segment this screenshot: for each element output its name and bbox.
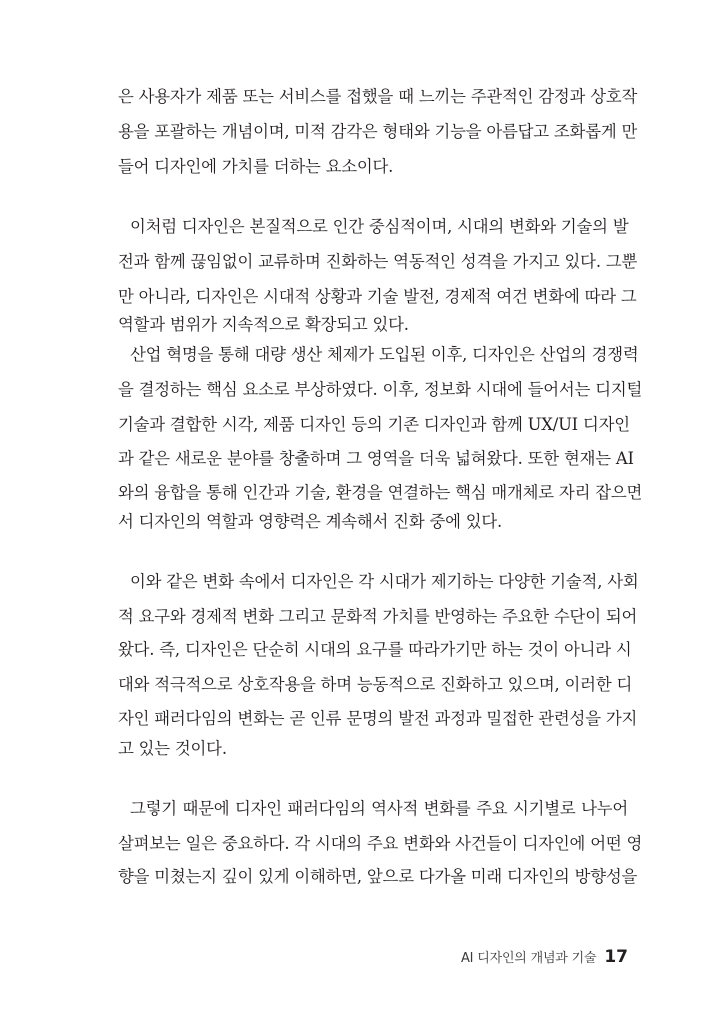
body-text-line: 과 같은 새로운 분야를 창출하며 그 영역을 더욱 넓혀왔다. 또한 현재는 AI xyxy=(118,449,634,468)
body-text-line: 용을 포괄하는 개념이며, 미적 감각은 형태와 기능을 아름답고 조화롭게 만 xyxy=(118,122,638,141)
body-text-line: 적 요구와 경제적 변화 그리고 문화적 가치를 반영하는 주요한 수단이 되어 xyxy=(118,607,638,626)
body-text-line: 기술과 결합한 시각, 제품 디자인 등의 기존 디자인과 함께 UX/UI 디자인 xyxy=(118,415,630,434)
body-text-line: 살펴보는 일은 중요하다. 각 시대의 주요 변화와 사건들이 디자인에 어떤 영 xyxy=(118,834,643,853)
body-text-line: 을 결정하는 핵심 요소로 부상하였다. 이후, 정보화 시대에 들어서는 디지털 xyxy=(118,380,643,399)
body-text-line: 와의 융합을 통해 인간과 기술, 환경을 연결하는 핵심 매개체로 자리 잡으면 xyxy=(118,483,643,502)
body-text-line: 서 디자인의 역할과 영향력은 계속해서 진화 중에 있다. xyxy=(118,512,503,531)
body-text-line: 향을 미쳤는지 깊이 있게 이해하면, 앞으로 다가올 미래 디자인의 방향성을 xyxy=(118,867,638,886)
running-title: AI 디자인의 개념과 기술 xyxy=(460,951,597,966)
body-text-line: 그렇기 때문에 디자인 패러다임의 역사적 변화를 주요 시기별로 나누어 xyxy=(130,799,628,818)
body-text-line: 고 있는 것이다. xyxy=(118,739,227,758)
page-number: 17 xyxy=(604,947,628,967)
body-text-line: 이처럼 디자인은 본질적으로 인간 중심적이며, 시대의 변화와 기술의 발 xyxy=(130,217,629,236)
page-footer xyxy=(461,942,628,972)
body-text-line: 이와 같은 변화 속에서 디자인은 각 시대가 제기하는 다양한 기술적, 사회 xyxy=(130,572,639,591)
body-text-line: 역할과 범위가 지속적으로 확장되고 있다. xyxy=(118,315,409,334)
body-text-line: 대와 적극적으로 상호작용을 하며 능동적으로 진화하고 있으며, 이러한 디 xyxy=(118,675,633,694)
body-text-line: 왔다. 즉, 디자인은 단순히 시대의 요구를 따라가기만 하는 것이 아니라 시 xyxy=(118,640,632,659)
body-text-line: 전과 함께 끊임없이 교류하며 진화하는 역동적인 성격을 가지고 있다. 그뿐 xyxy=(118,252,638,271)
body-text-line: 산업 혁명을 통해 대량 생산 체제가 도입된 이후, 디자인은 산업의 경쟁력 xyxy=(130,345,639,364)
body-text-line: 은 사용자가 제품 또는 서비스를 접했을 때 느끼는 주관적인 감정과 상호작 xyxy=(118,87,638,106)
body-text-line: 들어 디자인에 가치를 더하는 요소이다. xyxy=(118,157,394,176)
body-text-line: 만 아니라, 디자인은 시대적 상황과 기술 발전, 경제적 여건 변화에 따라 그 xyxy=(118,287,637,306)
body-text-line: 자인 패러다임의 변화는 곧 인류 문명의 발전 과정과 밀접한 관련성을 가지 xyxy=(118,709,638,728)
